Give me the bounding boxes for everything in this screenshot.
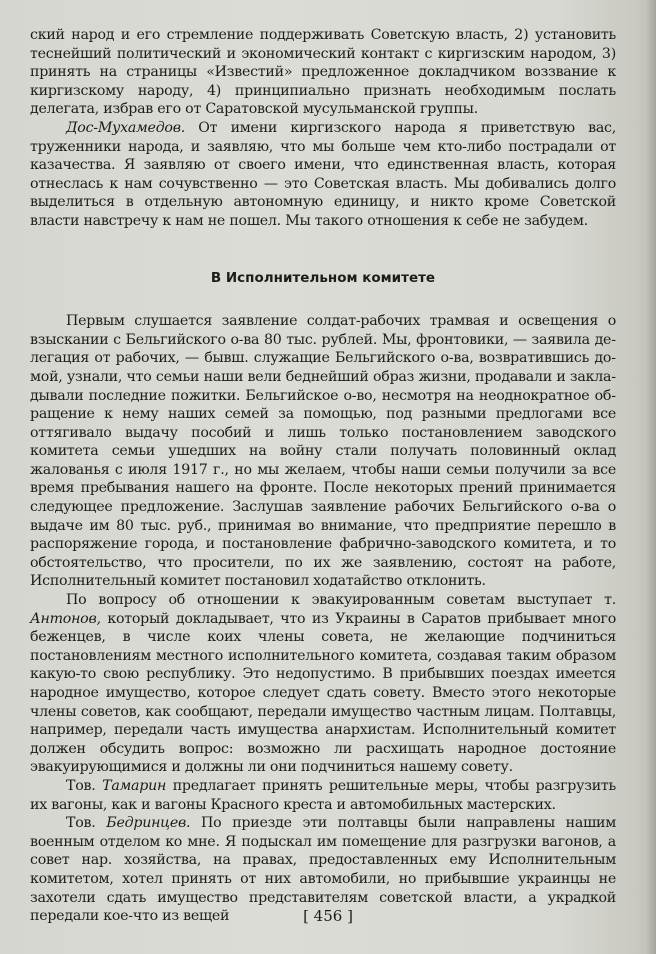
speaker-name: Тамарин [102,777,167,794]
section-heading: В Исполнительном комитете [210,269,436,286]
speaker-name: Антонов, [30,610,101,627]
section-paragraph-4: Тов. Бедринцев. По приезде эти полтавцы были направлены нашим военным отделом ко мне. Я подыскал им помещение для разгрузки вагонов, а совет нар. хозяйства, на правах, предоставленных ему Исполнительным комитетом, хотел принять от них автомобили, но прибывшие украинцы не захотели сдать имущество представителям советской власти, а украдкой передали кое-что из вещей [30,815,616,925]
page-edge-shadow [646,0,656,954]
speaker-name: Бедринцев. [106,815,191,832]
page-number: [ 456 ] [303,907,353,925]
speaker-name: Дос-Мухамедов. [66,119,185,136]
section-paragraph-3: Тов. Тамарин предлагает принять решительные меры, чтобы разгрузить их вагоны, как и вагоны Красного креста и автомобильных мастерских. [30,777,617,813]
intro-paragraph-1: ский народ и его стремление поддерживать Советскую власть, 2) установить теснейший политический и экономический контакт с киргизским народом, 3) принять на страницы «Известий» предложенное докладчиком воззвание к киргизскому народу, 4) принципиально признать необходимым послать делегата, избрав его от Саратовской мусульманской группы. [30,27,616,118]
section-paragraph-1: Первым слушается заявление солдат-рабочих трамвая и освещения о взыскании с Бельгийского о-ва 80 тыс. рублей. Мы, фронтовики, — заявила делегация от рабочих, — бывш. служащие Бельгийского о-ва, возвратившись домой, узнали, что семьи наши вели беднейший образ жизни, продавали и закладывали последние пожитки. Бельгийское о-во, несмотря на неоднократное обращение к нему наших семей за помощью, под разными предлогами все оттягивало выдачу пособий и лишь только постановлением заводского комитета семьи ушедших на войну стали получать половинный оклад жалованья с июля 1917 г., но мы желаем, чтобы наши семьи получили за все время пребывания нашего на фронте. После некоторых прений принимается следующее предложение. Заслушав заявление рабочих Бельгийского о-ва о выдаче им 80 тыс. руб., принимая во внимание, что предприятие перешло в распоряжение города, и постановление фабрично-заводского комитета, и то обстоятельство, что просители, по их же заявлению, состоят на работе, Исполнительный комитет постановил ходатайство отклонить. [30,313,616,590]
page-text [30,26,616,926]
speaker-text: От имени киргизского народа я приветствую вас, труженники народа, и заявляю, что мы больше чем кто-либо пострадали от казачества. Я заявляю от своего имени, что единственная власть, которая отнеслась к нам сочувственно — это Советская власть. Мы добивались долго выделиться в отдельную автономную единицу, и никто кроме Советской власти навстречу к нам не пошел. Мы такого отношения к себе не забудем. [30,119,616,229]
intro-paragraph-2 [30,119,616,231]
section-paragraph-2: По вопросу об отношении к эвакуированным советам выступает т. Антонов, который докладывает, что из Украины в Саратов прибывает много беженцев, в числе коих члены совета, не желающие подчиниться постановлениям местного исполнительного комитета, создавая таким образом какую-то свою республику. Это недопустимо. В прибывших поездах имеется народное имущество, которое следует сдать совету. Вместо этого некоторые члены советов, как сообщают, передали имущество частным лицам. Полтавцы, например, передали часть имущества анархистам. Исполнительный комитет должен обсудить вопрос: возможно ли расхищать народное достояние эвакуирующимися и должны ли они подчиниться нашему совету. [30,592,616,776]
